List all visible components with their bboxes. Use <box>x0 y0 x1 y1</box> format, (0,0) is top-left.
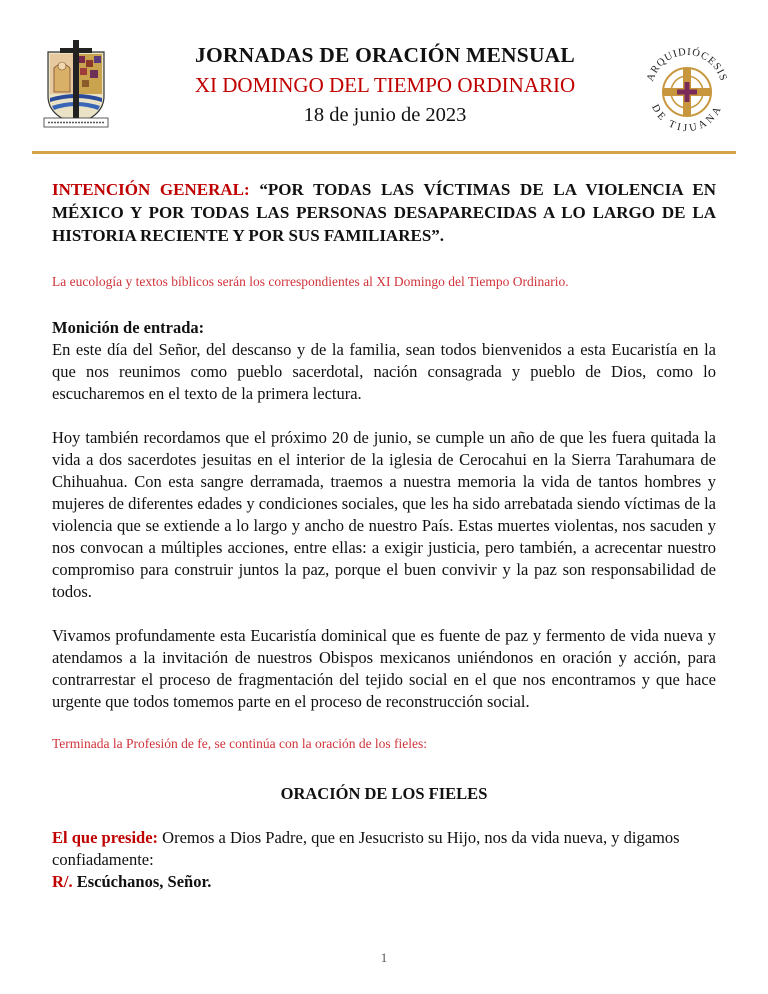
page-number: 1 <box>380 950 388 965</box>
title-block <box>140 40 630 130</box>
svg-text:ARQUIDIÓCESIS: ARQUIDIÓCESIS <box>645 46 729 83</box>
monicion-paragraph-1: En este día del Señor, del descanso y de la familia, sean todos bienvenidos a esta Eucaristía en la que nos reunimos como pueblo sacerdotal, nación consagrada y pueblo de Dios, como lo escucharemos en el texto de la primera lectura. <box>52 340 716 403</box>
profession-note: Terminada la Profesión de fe, se continúa con la oración de los fieles: <box>52 736 428 751</box>
coat-of-arms-logo <box>40 38 112 130</box>
monicion-paragraph-2: Hoy también recordamos que el próximo 20 de junio, se cumple un año de que les fuera quitada la vida a dos sacerdotes jesuitas en el interior de la iglesia de Cerocahui en la Sierra Tarahumara de Chihuahua. Con esta sangre derramada, traemos a nuestra memoria la vida de tantos hombres y mujeres de diferentes edades y condiciones sociales, que les ha sido arrebatada siendo víctimas de la violencia que se extiende a lo largo y ancho de nuestro País. Estas muertes violentas, nos sacuden y nos convocan a múltiples acciones, entre ellas: a exigir justicia, pero también, a acrecentar nuestro compromiso para construir juntos la paz, porque el buen convivir y la paz son responsabilidad de todos. <box>52 428 716 601</box>
presider-label: El que preside: <box>52 828 159 847</box>
sunday-title: XI DOMINGO DEL TIEMPO ORDINARIO <box>194 73 576 97</box>
document-title: JORNADAS DE ORACIÓN MENSUAL <box>195 43 575 67</box>
monicion-paragraph-3: Vivamos profundamente esta Eucaristía dominical que es fuente de paz y fermento de vida nueva y atendamos a la invitación de nuestros Obispos mexicanos uniéndonos en oración y acción, para contrarrestar el proceso de fragmentación del tejido social en el que nos encontramos y que hace urgente que todos tomemos parte en el proceso de reconstrucción social. <box>52 626 716 711</box>
response-label: R/. <box>52 872 73 891</box>
archdiocese-seal-logo <box>638 38 736 136</box>
intention-text: “POR TODAS LAS VÍCTIMAS DE LA VIOLENCIA EN MÉXICO Y POR TODAS LAS PERSONAS DESAPARECIDAS A LO LARGO DE LA HISTORIA RECIENTE Y POR SUS FAMILIARES”. <box>52 180 716 245</box>
response-line <box>52 871 716 893</box>
presider-text: Oremos a Dios Padre, que en Jesucristo su Hijo, nos da vida nueva, y digamos confiadamente: <box>52 828 680 869</box>
section-title-oracion: ORACIÓN DE LOS FIELES <box>280 784 488 803</box>
response-text: Escúchanos, Señor. <box>72 872 212 891</box>
document-body <box>52 178 716 893</box>
svg-text:DE TIJUANA: DE TIJUANA <box>649 102 725 135</box>
intention-label: INTENCIÓN GENERAL: <box>52 180 250 199</box>
page-header <box>0 0 768 160</box>
header-divider <box>32 151 736 154</box>
liturgy-note: La eucología y textos bíblicos serán los correspondientes al XI Domingo del Tiempo Ordinario. <box>52 274 569 289</box>
monicion-heading: Monición de entrada: <box>52 318 205 337</box>
general-intention <box>52 178 716 247</box>
presider-invitation <box>52 827 716 871</box>
document-date: 18 de junio de 2023 <box>303 104 467 126</box>
